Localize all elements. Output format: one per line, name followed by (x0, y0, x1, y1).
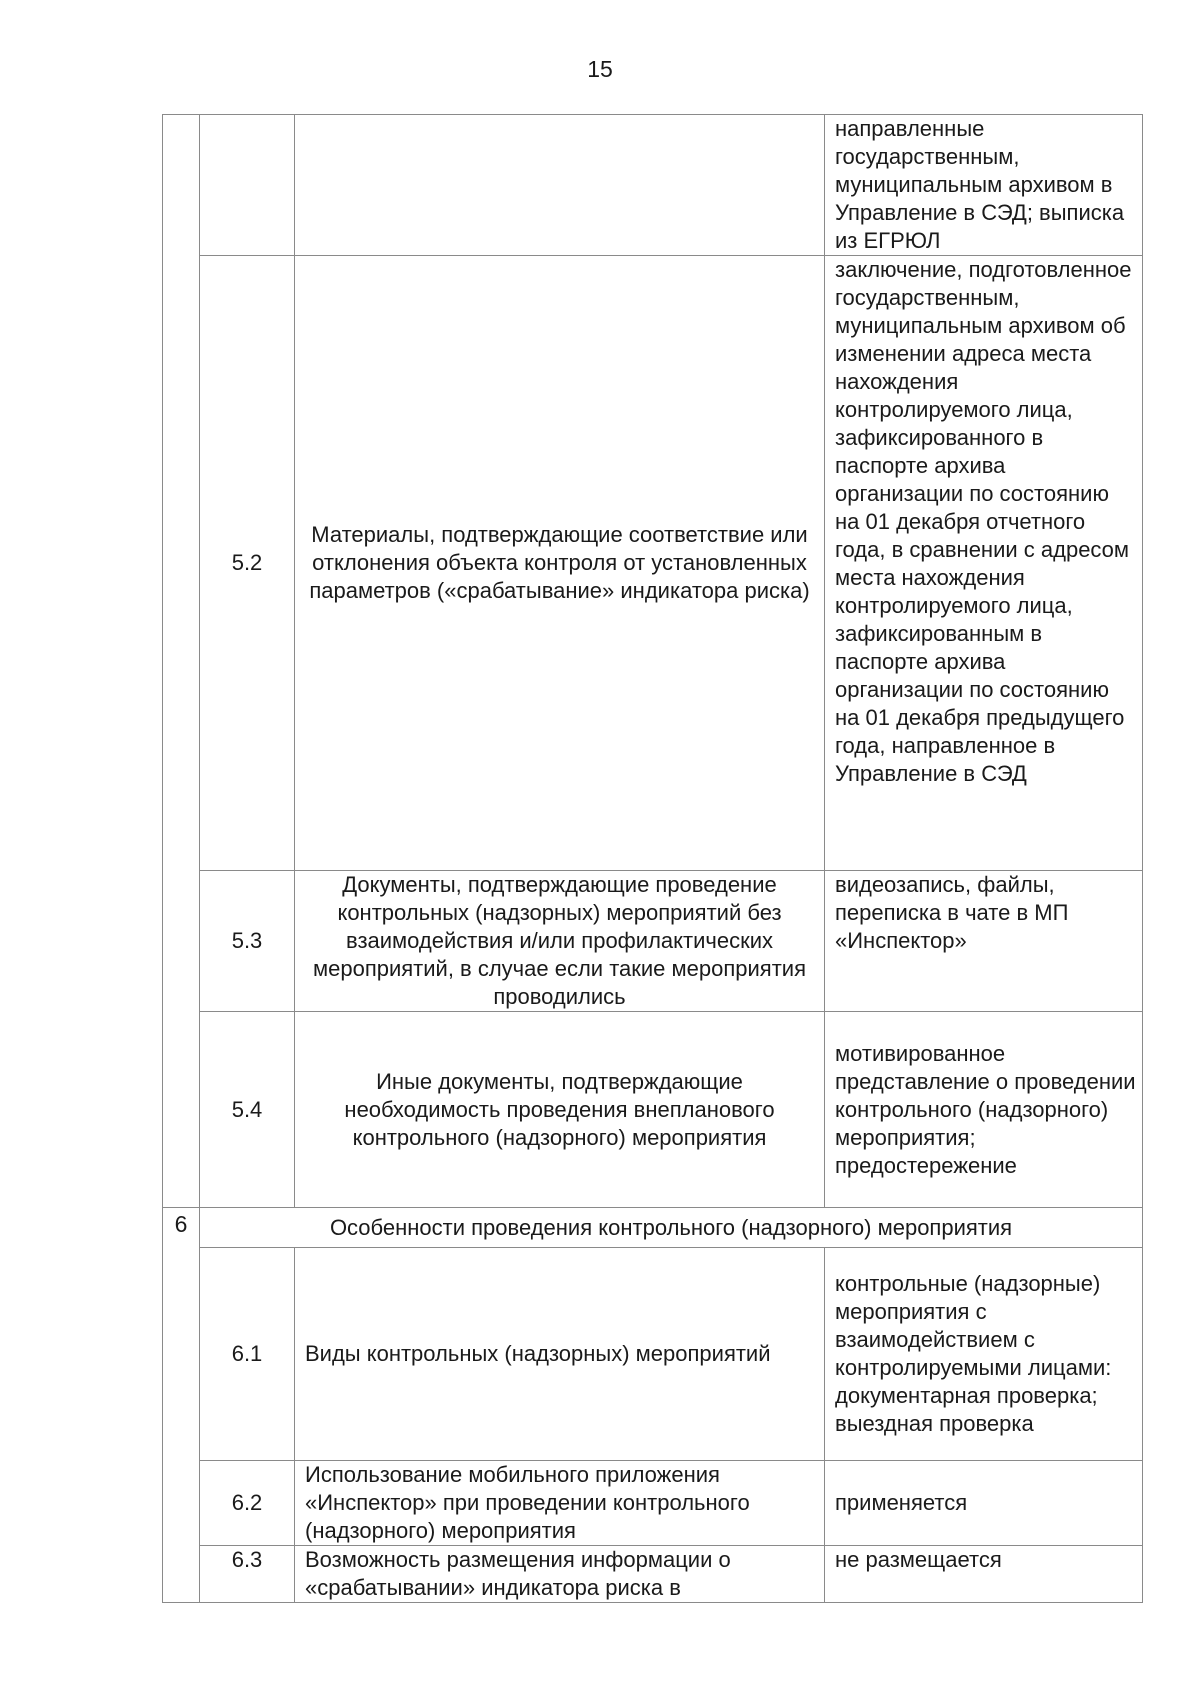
item-number-cell (200, 115, 295, 256)
table-row-5-4 (163, 1012, 1143, 1208)
item-number: 6.1 (200, 1248, 295, 1461)
item-number: 5.4 (200, 1012, 295, 1208)
item-description: Использование мобильного приложения «Инспектор» при проведении контрольного (надзорного) мероприятия (295, 1461, 825, 1546)
item-description: Возможность размещения информации о «срабатывании» индикатора риска в (295, 1546, 825, 1603)
item-number: 5.3 (200, 871, 295, 1012)
item-number: 6.3 (200, 1546, 295, 1603)
item-description: Материалы, подтверждающие соответствие или отклонения объекта контроля от установленных параметров («срабатывание» индикатора риска) (295, 256, 825, 871)
table-row-continuation (163, 115, 1143, 256)
item-description: Виды контрольных (надзорных) мероприятий (295, 1248, 825, 1461)
section-5-number-cell (163, 115, 200, 1208)
item-description-cell (295, 115, 825, 256)
document-table (162, 114, 1143, 1603)
table-row-section-6 (163, 1208, 1143, 1248)
item-source: применяется (825, 1461, 1143, 1546)
item-source: видеозапись, файлы, переписка в чате в МП «Инспектор» (825, 871, 1143, 1012)
page-number: 15 (587, 56, 613, 82)
item-description: Иные документы, подтверждающие необходимость проведения внепланового контрольного (надзорного) мероприятия (295, 1012, 825, 1208)
item-description: Документы, подтверждающие проведение контрольных (надзорных) мероприятий без взаимодействия и/или профилактических мероприятий, в случае если такие мероприятия проводились (295, 871, 825, 1012)
table-row-5-3 (163, 871, 1143, 1012)
section-title: Особенности проведения контрольного (надзорного) мероприятия (200, 1208, 1143, 1248)
table-row-6-2 (163, 1461, 1143, 1546)
table-row-5-2 (163, 256, 1143, 871)
item-source: мотивированное представление о проведении контрольного (надзорного) мероприятия; предостережение (825, 1012, 1143, 1208)
item-number: 6.2 (200, 1461, 295, 1546)
table-row-6-3 (163, 1546, 1143, 1603)
section-number: 6 (163, 1208, 200, 1603)
item-source-cell: направленные государственным, муниципальным архивом в Управление в СЭД; выписка из ЕГРЮЛ (825, 115, 1143, 256)
item-source: не размещается (825, 1546, 1143, 1603)
item-source: заключение, подготовленное государственным, муниципальным архивом об изменении адреса места нахождения контролируемого лица, зафиксированного в паспорте архива организации по состоянию на 01 декабря отчетного года, в сравнении с адресом места нахождения контролируемого лица, зафиксированным в паспорте архива организации по состоянию на 01 декабря предыдущего года, направленное в Управление в СЭД (825, 256, 1143, 871)
item-source: контрольные (надзорные) мероприятия с взаимодействием с контролируемыми лицами: документарная проверка; выездная проверка (825, 1248, 1143, 1461)
item-number: 5.2 (200, 256, 295, 871)
table-row-6-1 (163, 1248, 1143, 1461)
